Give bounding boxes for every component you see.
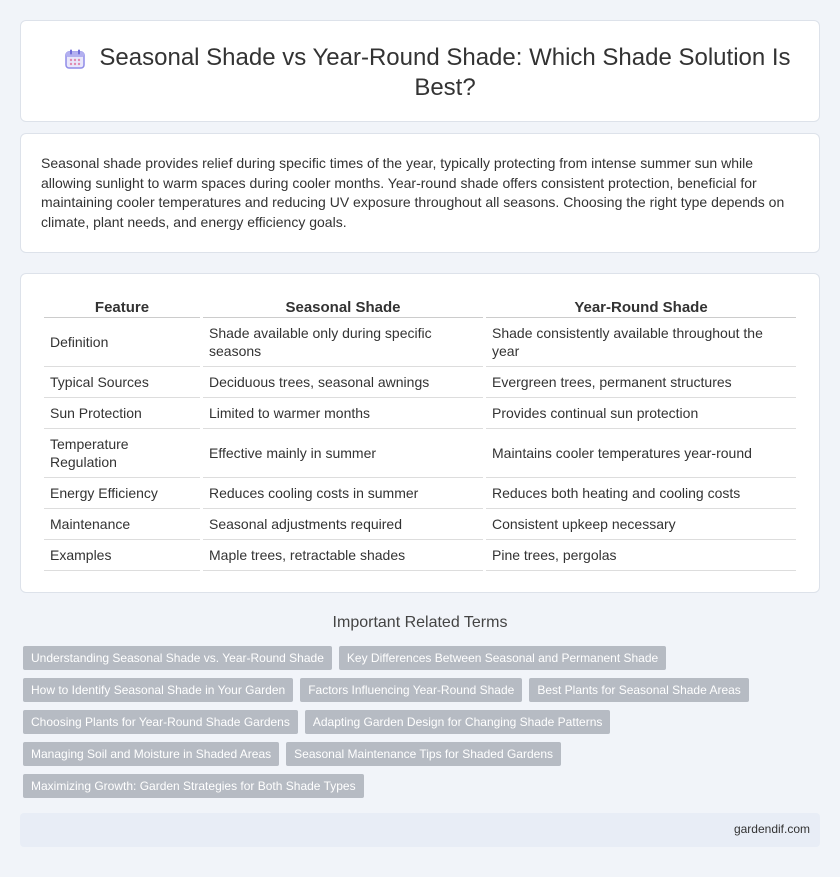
column-header-seasonal: Seasonal Shade	[203, 296, 483, 318]
related-term-tag[interactable]: Factors Influencing Year-Round Shade	[300, 678, 522, 702]
comparison-table-card	[20, 273, 820, 593]
table-cell: Reduces cooling costs in summer	[203, 478, 483, 509]
table-cell: Evergreen trees, permanent structures	[486, 367, 796, 398]
table-cell: Definition	[44, 318, 200, 367]
table-cell: Maintenance	[44, 509, 200, 540]
table-cell: Sun Protection	[44, 398, 200, 429]
related-term-tag[interactable]: Best Plants for Seasonal Shade Areas	[529, 678, 748, 702]
table-row	[44, 398, 796, 429]
related-term-tag[interactable]: How to Identify Seasonal Shade in Your Garden	[23, 678, 293, 702]
table-cell: Typical Sources	[44, 367, 200, 398]
related-term-tag[interactable]: Adapting Garden Design for Changing Shade Patterns	[305, 710, 611, 734]
table-cell: Consistent upkeep necessary	[486, 509, 796, 540]
table-row	[44, 478, 796, 509]
table-cell: Shade available only during specific seasons	[203, 318, 483, 367]
column-header-year-round: Year-Round Shade	[486, 296, 796, 318]
column-header-feature: Feature	[44, 296, 200, 318]
table-cell: Maintains cooler temperatures year-round	[486, 429, 796, 478]
title-card	[20, 20, 820, 122]
comparison-table	[41, 296, 799, 571]
related-term-tag[interactable]: Seasonal Maintenance Tips for Shaded Gardens	[286, 742, 561, 766]
table-cell: Examples	[44, 540, 200, 571]
table-row	[44, 318, 796, 367]
table-row	[44, 367, 796, 398]
related-terms-list	[23, 646, 823, 806]
related-term-tag[interactable]: Choosing Plants for Year-Round Shade Gardens	[23, 710, 298, 734]
table-row	[44, 540, 796, 571]
table-cell: Deciduous trees, seasonal awnings	[203, 367, 483, 398]
table-cell: Shade consistently available throughout the year	[486, 318, 796, 367]
related-term-tag[interactable]: Maximizing Growth: Garden Strategies for Both Shade Types	[23, 774, 364, 798]
table-row	[44, 509, 796, 540]
related-terms-heading: Important Related Terms	[332, 614, 508, 631]
table-cell: Reduces both heating and cooling costs	[486, 478, 796, 509]
footer-site-name: gardendif.com	[733, 822, 810, 836]
table-cell: Seasonal adjustments required	[203, 509, 483, 540]
page-title: Seasonal Shade vs Year-Round Shade: Which Shade Solution Is Best?	[99, 44, 791, 101]
table-cell: Effective mainly in summer	[203, 429, 483, 478]
table-row	[44, 429, 796, 478]
table-cell: Maple trees, retractable shades	[203, 540, 483, 571]
intro-card	[20, 133, 820, 253]
footer	[20, 813, 820, 847]
related-term-tag[interactable]: Key Differences Between Seasonal and Permanent Shade	[339, 646, 666, 670]
table-cell: Energy Efficiency	[44, 478, 200, 509]
table-cell: Provides continual sun protection	[486, 398, 796, 429]
table-cell: Limited to warmer months	[203, 398, 483, 429]
table-header-row	[44, 296, 796, 318]
intro-paragraph: Seasonal shade provides relief during specific times of the year, typically protecting from intense summer sun while allowing sunlight to warm spaces during cooler months. Year-round shade offers consistent protection, beneficial for maintaining cooler temperatures and reducing UV exposure throughout all seasons. Choosing the right type depends on climate, plant needs, and energy efficiency goals.	[41, 155, 785, 230]
related-term-tag[interactable]: Managing Soil and Moisture in Shaded Areas	[23, 742, 279, 766]
table-cell: Pine trees, pergolas	[486, 540, 796, 571]
related-term-tag[interactable]: Understanding Seasonal Shade vs. Year-Round Shade	[23, 646, 332, 670]
table-cell: Temperature Regulation	[44, 429, 200, 478]
